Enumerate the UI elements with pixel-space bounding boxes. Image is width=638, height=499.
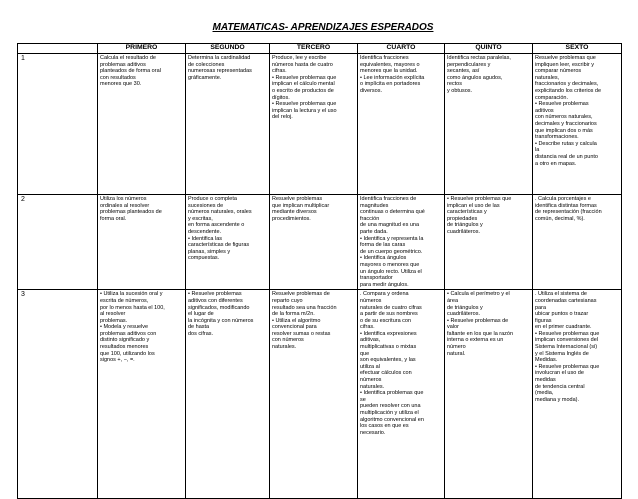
table-row (18, 54, 622, 195)
cell-tercero: Produce, lee y escribe números hasta de cuatro cifras. • Resuelve problemas que implican el cálculo mental o escrito de productos de dígitos. • Resuelve problemas que implican la lectura y el uso del reloj. (270, 54, 358, 195)
cell-quinto: • Calcula el perímetro y el área de triángulos y cuadriláteros. • Resuelve problemas de valor faltante en los que la razón interna o externa es un número natural. (445, 290, 533, 499)
cell-segundo: Produce o completa sucesiones de números naturales, orales y escritas, en forma ascendente o descendente. • Identifica las características de figuras planas, simples y compuestas. (186, 195, 270, 290)
row-number: 1 (18, 54, 98, 195)
header-primero: PRIMERO (98, 44, 186, 54)
cell-sexto: . Utiliza el sistema de coordenadas cartesianas para ubicar puntos o trazar figuras en el primer cuadrante. • Resuelve problemas que implican conversiones del Sistema Internacional (si) y el Sistema Inglés de Medidas. • Resuelve problemas que involucran el uso de medidas de tendencia central (media, mediana y moda). (533, 290, 622, 499)
page-title: MATEMATICAS- APRENDIZAJES ESPERADOS (212, 22, 434, 33)
row-number: 2 (18, 195, 98, 290)
cell-segundo: • Resuelve problemas aditivos con diferentes significados, modificando el lugar de la incógnita y con números de hasta dos cifras. (186, 290, 270, 499)
cell-sexto: Resuelve problemas que impliquen leer, escribir y comparar números naturales, fraccionarios y decimales, explicitando los criterios de comparación. • Resuelve problemas aditivos con números naturales, decimales y fraccionarios que implican dos o más transformaciones. • Describe rutas y calcula la distancia real de un punto a otro en mapas. (533, 54, 622, 195)
cell-cuarto: Identifica fracciones de magnitudes continuas o determina qué fracción de una magnitud es una parte dada. • Identifica y representa la forma de las caras de un cuerpo geométrico. • Identifica ángulos mayores o menores que un ángulo recto. Utiliza el transportador para medir ángulos. (358, 195, 445, 290)
cell-primero: Calcula el resultado de problemas aditivos planteados de forma oral con resultados menores que 30. (98, 54, 186, 195)
header-cuarto: CUARTO (358, 44, 445, 54)
header-tercero: TERCERO (270, 44, 358, 54)
header-num (18, 44, 98, 54)
table-row (18, 195, 622, 290)
cell-sexto: . Calcula porcentajes e identifica distintas formas de representación (fracción común, decimal, %). (533, 195, 622, 290)
learning-table (17, 43, 622, 499)
header-quinto: QUINTO (445, 44, 533, 54)
header-segundo: SEGUNDO (186, 44, 270, 54)
table-row (18, 290, 622, 499)
cell-segundo: Determina la cardinalidad de colecciones numerosas representadas gráficamente. (186, 54, 270, 195)
cell-primero: Utiliza los números ordinales al resolver problemas planteados de forma oral. (98, 195, 186, 290)
row-number: 3 (18, 290, 98, 499)
cell-tercero: Resuelve problemas que implican multiplicar mediante diversos procedimientos. (270, 195, 358, 290)
cell-cuarto: . Compara y ordena números naturales de cuatro cifras a partir de sus nombres o de su escritura con cifras. • Identifica expresiones aditivas, multiplicativas o mixtas que son equivalentes, y las utiliza al efectuar cálculos con números naturales. • Identifica problemas que se pueden resolver con una multiplicación y utiliza el algoritmo convencional en los casos en que es necesario. (358, 290, 445, 499)
cell-tercero: Resuelve problemas de reparto cuyo resultado sea una fracción de la forma m/2n. • Utiliza el algoritmo convencional para resolver sumas o restas con números naturales. (270, 290, 358, 499)
cell-primero: • Utiliza la sucesión oral y escrita de números, por lo menos hasta el 100, al resolver problemas. • Modela y resuelve problemas aditivos con distinto significado y resultados menores que 100, utilizando los signos +, −, =. (98, 290, 186, 499)
header-sexto: SEXTO (533, 44, 622, 54)
header-row (18, 44, 622, 54)
cell-cuarto: Identifica fracciones equivalentes, mayores o menores que la unidad. • Lee información explícita o implícita en portadores diversos. (358, 54, 445, 195)
cell-quinto: • Resuelve problemas que implican el uso de las características y propiedades de triángulos y cuadriláteros. (445, 195, 533, 290)
cell-quinto: Identifica rectas paralelas, perpendiculares y secantes, así como ángulos agudos, rectos y obtusos. (445, 54, 533, 195)
